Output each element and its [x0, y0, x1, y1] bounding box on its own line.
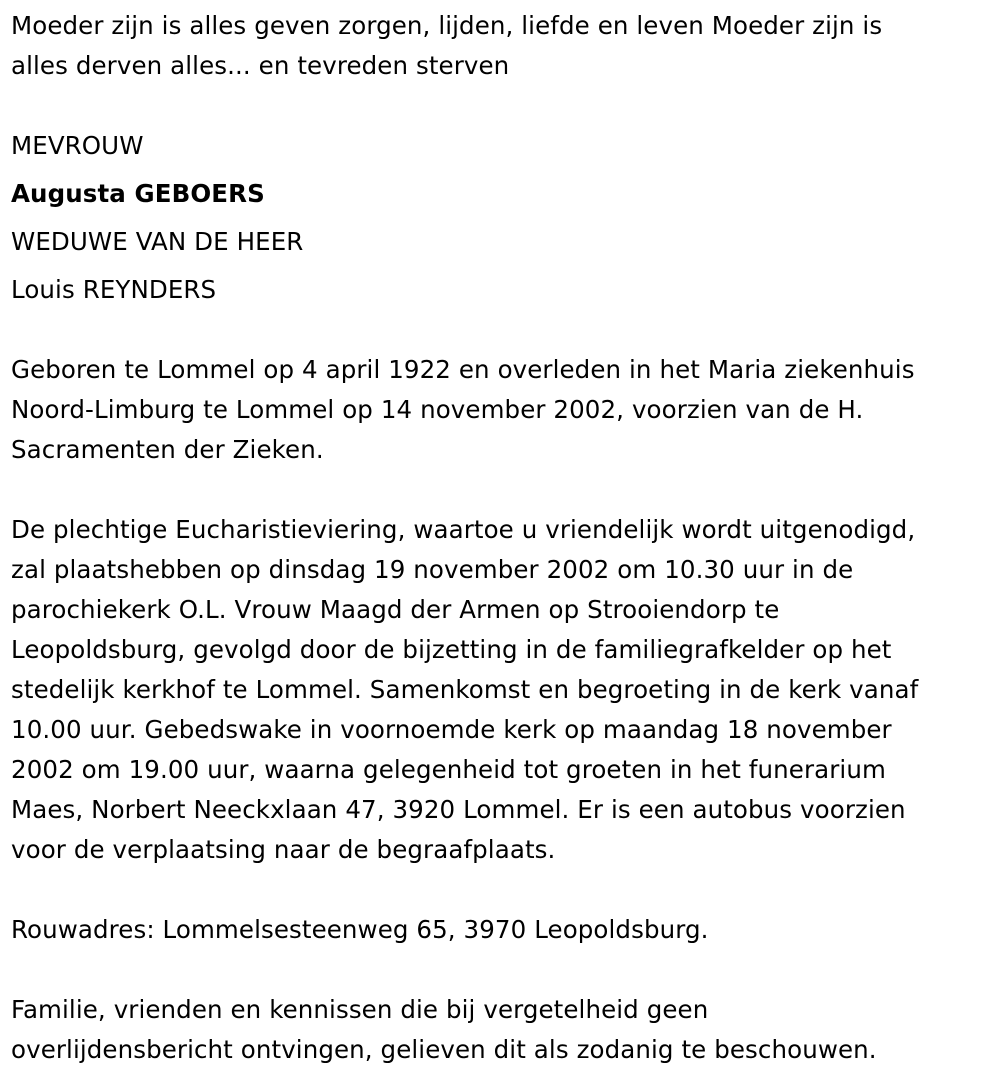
paragraph-line: Geboren te Lommel op 4 april 1922 en overleden in het Maria ziekenhuis: [11, 355, 915, 384]
paragraph-line: De plechtige Eucharistieviering, waartoe u vriendelijk wordt uitgenodigd,: [11, 515, 916, 544]
paragraph-line: zal plaatshebben op dinsdag 19 november 2002 om 10.30 uur in de: [11, 555, 854, 584]
paragraph-line: Leopoldsburg, gevolgd door de bijzetting in de familiegrafkelder op het: [11, 635, 892, 664]
paragraph-line: Sacramenten der Zieken.: [11, 435, 324, 464]
paragraph-line: voor de verplaatsing naar de begraafplaats.: [11, 835, 556, 864]
relation-label: WEDUWE VAN DE HEER: [11, 227, 304, 256]
paragraph-line: parochiekerk O.L. Vrouw Maagd der Armen op Strooiendorp te: [11, 595, 780, 624]
mourning-address: Rouwadres: Lommelsesteenweg 65, 3970 Leopoldsburg.: [11, 915, 709, 944]
deceased-name: Augusta GEBOERS: [11, 179, 265, 208]
motto-line: Moeder zijn is alles geven zorgen, lijden, liefde en leven Moeder zijn is: [11, 11, 883, 40]
paragraph-line: Familie, vrienden en kennissen die bij vergetelheid geen: [11, 995, 709, 1024]
title-label: MEVROUW: [11, 131, 144, 160]
paragraph-line: 2002 om 19.00 uur, waarna gelegenheid tot groeten in het funerarium: [11, 755, 886, 784]
spouse-name: Louis REYNDERS: [11, 275, 217, 304]
paragraph-line: stedelijk kerkhof te Lommel. Samenkomst en begroeting in de kerk vanaf: [11, 675, 919, 704]
motto-line: alles derven alles... en tevreden sterven: [11, 51, 510, 80]
paragraph-line: 10.00 uur. Gebedswake in voornoemde kerk op maandag 18 november: [11, 715, 892, 744]
paragraph-line: overlijdensbericht ontvingen, gelieven dit als zodanig te beschouwen.: [11, 1035, 877, 1064]
paragraph-line: Noord-Limburg te Lommel op 14 november 2002, voorzien van de H.: [11, 395, 864, 424]
paragraph-line: Maes, Norbert Neeckxlaan 47, 3920 Lommel. Er is een autobus voorzien: [11, 795, 906, 824]
